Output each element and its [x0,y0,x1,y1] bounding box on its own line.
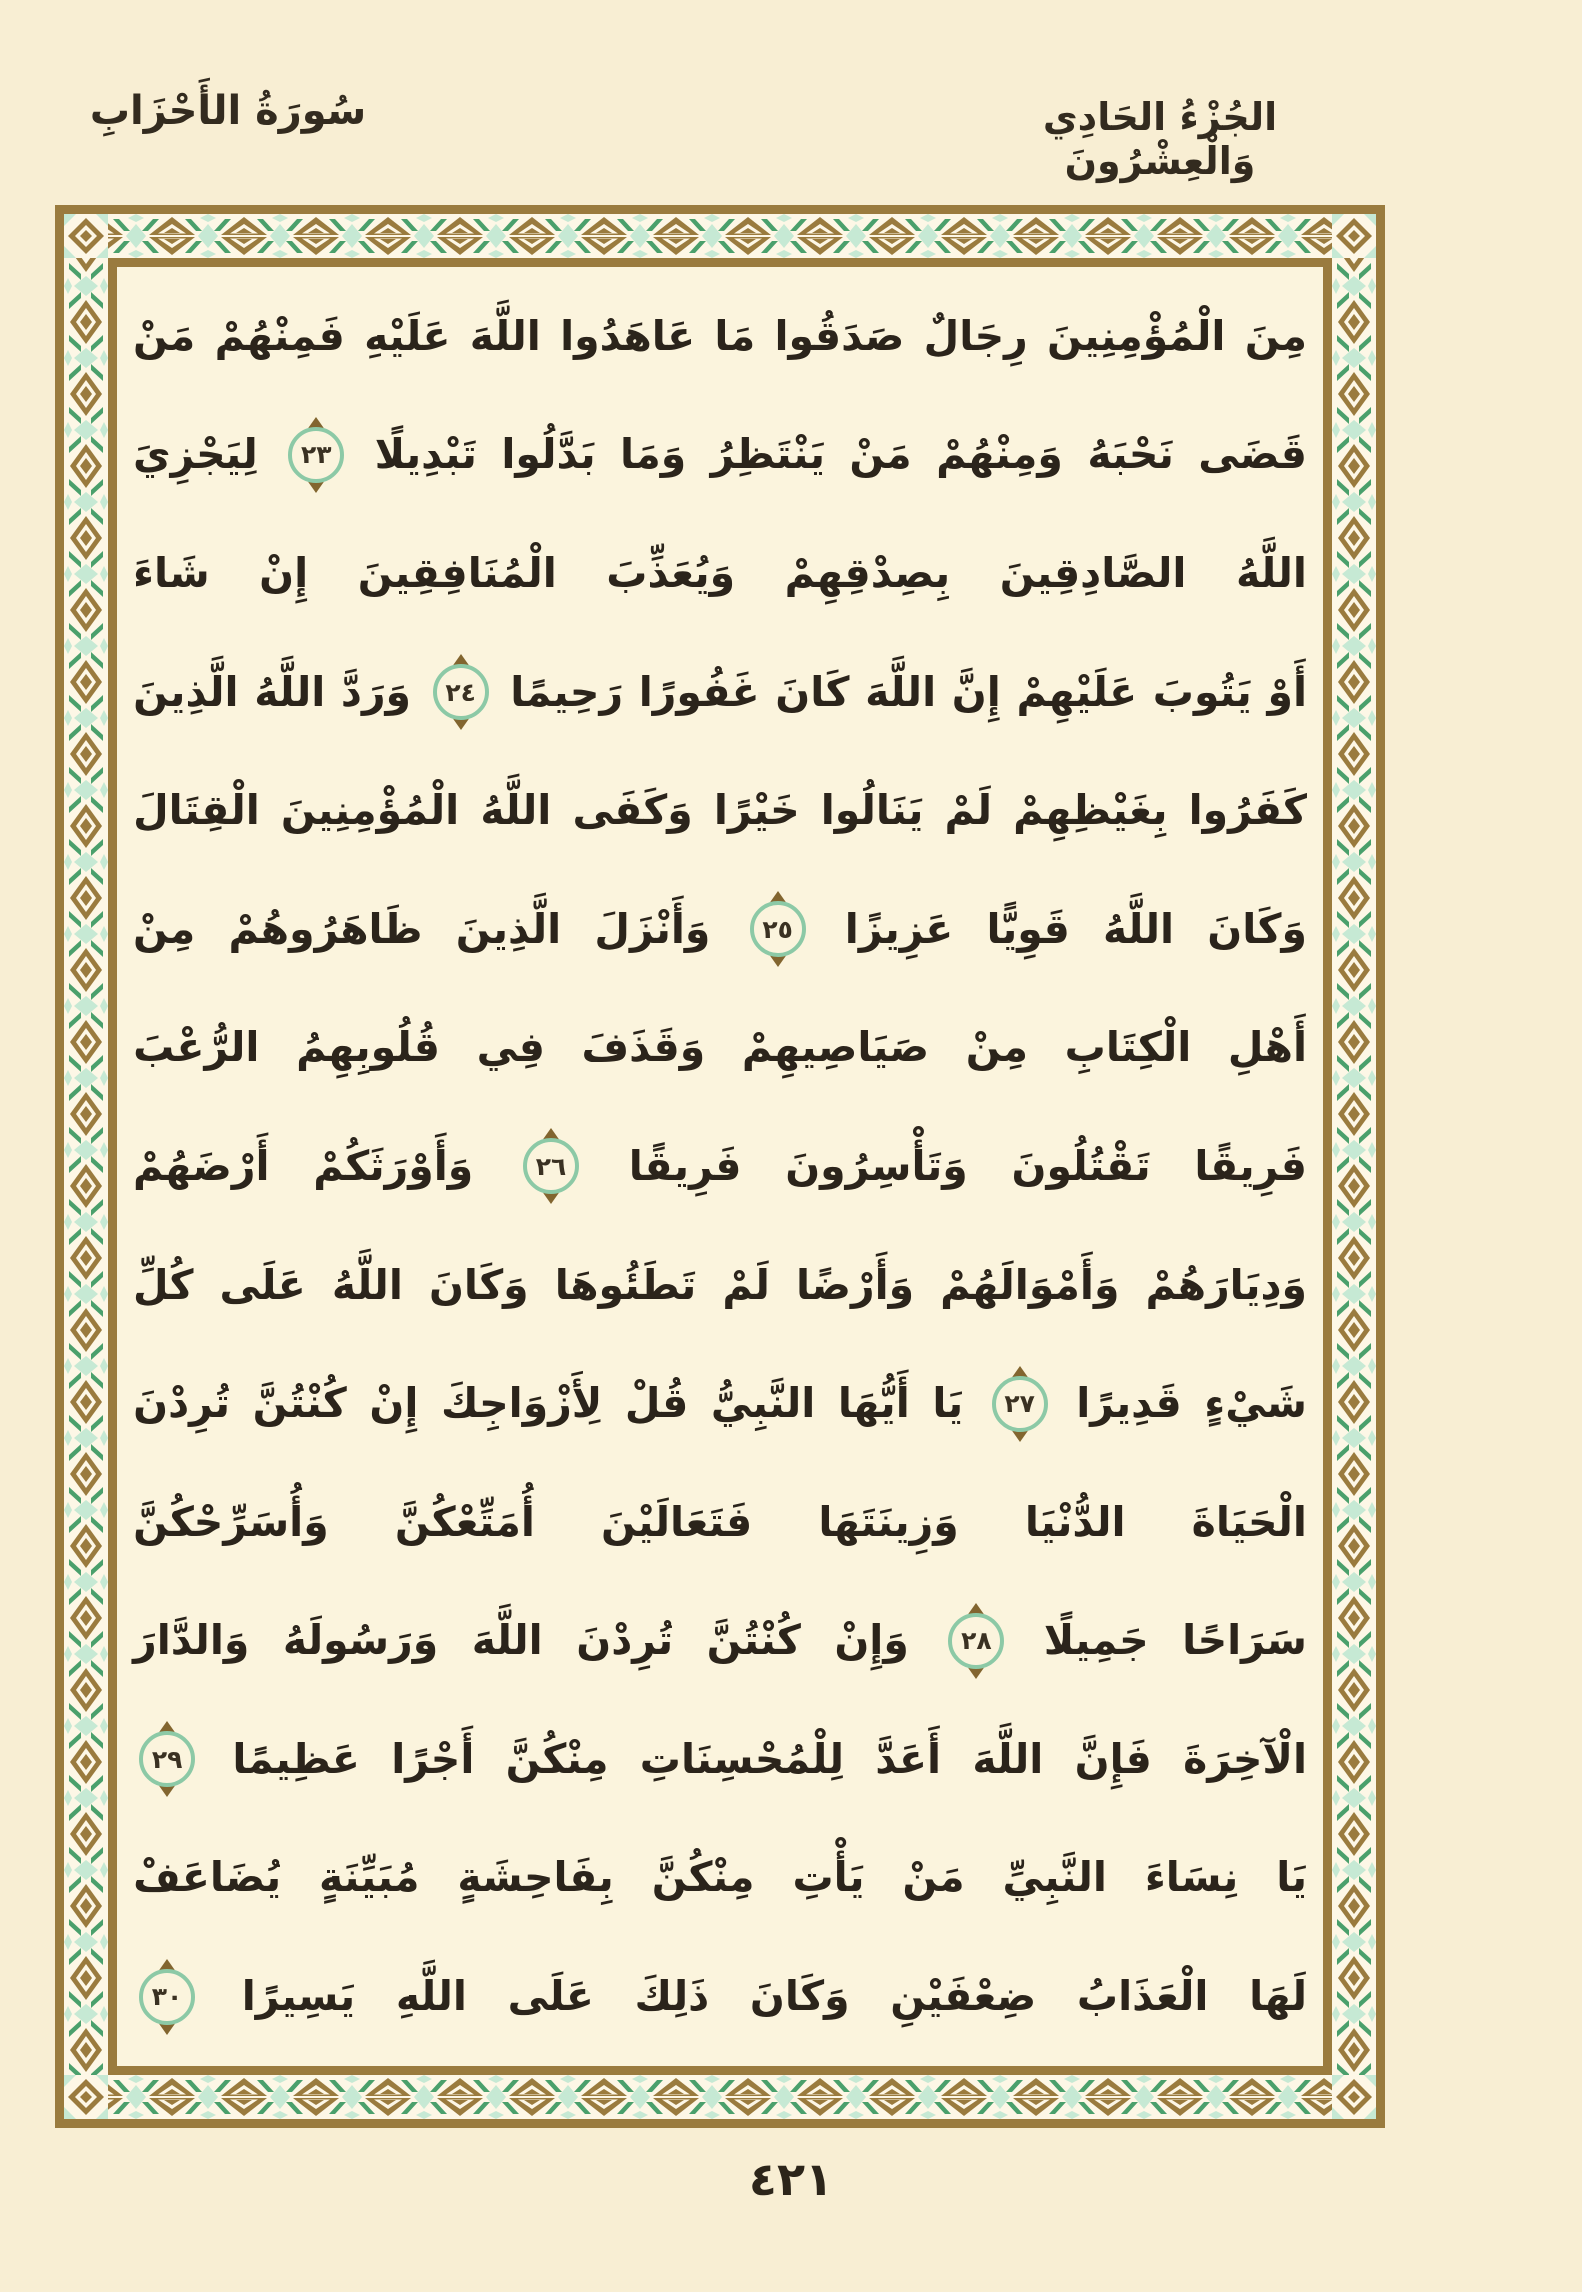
quran-word: وَأُسَرِّحْكُنَّ [133,1497,329,1546]
quran-word: الْمُؤْمِنِينَ [1047,311,1226,360]
quran-word: وَرَدَّ [340,667,412,716]
quran-word: اللَّهِ [395,1972,467,2021]
quran-word: كُلِّ [133,1260,194,1309]
quran-line [133,1344,1307,1463]
quran-word: تُرِدْنَ [133,1379,231,1428]
quran-word: بِصِدْقِهِمْ [784,548,951,597]
quran-word: ذَلِكَ [634,1972,710,2021]
quran-word: وَكَانَ [749,1972,850,2021]
quran-word: لِيَجْزِيَ [133,430,258,479]
quran-word: عَلَى [507,1972,594,2021]
verse-number: ٢٦ [535,1151,567,1181]
quran-word: مِنْكُنَّ [651,1853,755,1902]
quran-word: غَفُورًا [638,667,760,716]
border-pattern-right [1332,214,1376,2119]
verse-number-marker [288,417,344,493]
verse-number-ring [948,1613,1004,1669]
quran-word: قُلْ [624,1379,689,1428]
page-number: ٤٢١ [748,2152,834,2206]
quran-word: وَأَنْزَلَ [594,904,711,953]
quran-word: مَا [714,311,756,360]
quran-word: النَّبِيِّ [1002,1853,1107,1902]
quran-word: أَهْلِ [1227,1023,1307,1072]
quran-word: عَزِيزًا [844,904,954,953]
verse-number-marker [992,1366,1048,1442]
quran-word: وَإِنْ [834,1616,909,1665]
verse-number-marker [948,1603,1004,1679]
juz-title: الجُزْءُ الحَادِي وَالْعِشْرُونَ [1042,95,1278,183]
quran-line [133,1819,1307,1938]
quran-word: وَزِينَتَهَا [818,1497,959,1546]
quran-word: مَنْ [902,1853,965,1902]
verse-number: ٢٥ [762,914,793,944]
quran-word: ضِعْفَيْنِ [890,1972,1037,2021]
quran-word: شَاءَ [133,548,210,597]
quran-word: أَرْضَهُمْ [133,1141,270,1190]
quran-word: قَدِيرًا [1076,1379,1182,1428]
quran-word: وَمَا [620,430,687,479]
quran-word: بِفَاحِشَةٍ [457,1853,614,1902]
quran-word: كُنْتُنَّ [706,1616,801,1665]
quran-word: رِجَالٌ [923,311,1028,360]
quran-word: وَالدَّارَ [133,1616,250,1665]
quran-word: يَتُوبَ [1152,667,1252,716]
quran-word: الرُّعْبَ [133,1023,260,1072]
quran-word: تَقْتُلُونَ [1011,1141,1151,1190]
quran-word: قُلُوبِهِمُ [296,1023,440,1072]
quran-word: جَمِيلًا [1043,1616,1149,1665]
quran-word: رَحِيمًا [510,667,624,716]
quran-line [133,1700,1307,1819]
quran-word: مَنْ [133,311,196,360]
quran-word: وَمِنْهُمْ [936,430,1063,479]
quran-word: فَرِيقًا [628,1141,742,1190]
quran-word: عَلَيْهِ [364,311,451,360]
quran-word: قَضَى [1198,430,1307,479]
quran-word: خَيْرًا [713,786,800,835]
verse-number: ٢٩ [151,1744,183,1774]
quran-word: صَدَقُوا [774,311,905,360]
quran-word: اللَّهُ [331,1260,403,1309]
quran-word: شَيْءٍ [1204,1379,1307,1428]
quran-word: نَحْبَهُ [1087,430,1174,479]
quran-word: لَمْ [944,786,993,835]
quran-word: اللَّهُ [1103,904,1175,953]
frame-corner-ornament-icon [1332,214,1376,258]
verse-number-marker [139,1959,195,2035]
verse-number-ring [139,1731,195,1787]
verse-number-marker [139,1721,195,1797]
quran-word: اللَّهَ [469,311,541,360]
quran-word: وَدِيَارَهُمْ [1145,1260,1307,1309]
quran-word: كَانَ [775,667,850,716]
quran-word: أَيُّهَا [837,1379,910,1428]
quran-lines [133,277,1307,2056]
quran-line [133,514,1307,633]
quran-word: مَنْ [849,430,912,479]
quran-word: بَدَّلُوا [501,430,596,479]
verse-number: ٢٧ [1004,1389,1035,1419]
quran-word: يَنَالُوا [820,786,924,835]
verse-number: ٢٤ [445,677,476,707]
quran-word: فَرِيقًا [1194,1141,1307,1190]
verse-number: ٢٣ [300,440,332,470]
quran-word: لَهَا [1249,1972,1307,2021]
frame-corner-ornament-icon [64,2075,108,2119]
quran-word: لِأَزْوَاجِكَ [440,1379,603,1428]
quran-word: مِنْ [965,1023,1029,1072]
quran-word: تَبْدِيلًا [374,430,477,479]
quran-word: اللَّهُ [254,667,326,716]
quran-word: ظَاهَرُوهُمْ [228,904,423,953]
quran-word: وَيُعَذِّبَ [606,548,736,597]
verse-number-ring [750,901,806,957]
border-pattern-left [64,214,108,2119]
verse-number: ٣٠ [151,1982,183,2012]
quran-word: صَيَاصِيهِمْ [741,1023,930,1072]
quran-word: يُضَاعَفْ [133,1853,282,1902]
quran-word: تُرِدْنَ [576,1616,674,1665]
quran-word: وَأَوْرَثَكُمْ [313,1141,474,1190]
verse-number-marker [750,891,806,967]
quran-line [133,751,1307,870]
quran-line [133,1226,1307,1345]
quran-word: مِنَ [1244,311,1307,360]
quran-word: لَمْ [722,1260,770,1309]
quran-line [133,1107,1307,1226]
quran-word: الدُّنْيَا [1024,1497,1126,1546]
verse-number-marker [523,1128,579,1204]
quran-word: الْكِتَابِ [1064,1023,1192,1072]
quran-word: كُنْتُنَّ [252,1379,347,1428]
quran-word: وَرَسُولَهُ [282,1616,439,1665]
quran-word: نِسَاءَ [1144,1853,1239,1902]
quran-line [133,1937,1307,2056]
quran-text-area [108,258,1332,2075]
quran-word: قَوِيًّا [986,904,1070,953]
quran-word: فَتَعَالَيْنَ [601,1497,753,1546]
quran-word: عَلَى [219,1260,306,1309]
quran-word: الَّذِينَ [455,904,562,953]
quran-word: عَظِيمًا [232,1734,360,1783]
quran-word: مُبَيِّنَةٍ [319,1853,420,1902]
quran-word: وَكَفَى [572,786,693,835]
quran-word: أُمَتِّعْكُنَّ [394,1497,535,1546]
ornamental-frame [55,205,1385,2128]
quran-line [133,396,1307,515]
verse-number: ٢٨ [961,1626,992,1656]
verse-number-ring [992,1376,1048,1432]
quran-word: لِلْمُحْسِنَاتِ [639,1734,845,1783]
quran-word: سَرَاحًا [1182,1616,1307,1665]
quran-line [133,870,1307,989]
quran-word: مِنْكُنَّ [505,1734,609,1783]
quran-line [133,989,1307,1108]
quran-word: إِنْ [259,548,309,597]
quran-word: كَفَرُوا [1188,786,1307,835]
quran-word: يَأْتِ [792,1853,865,1902]
quran-word: فَإِنَّ [1074,1734,1152,1783]
quran-line [133,633,1307,752]
quran-word: وَأَرْضًا [795,1260,915,1309]
quran-word: عَاهَدُوا [560,311,696,360]
quran-word: وَأَمْوَالَهُمْ [940,1260,1120,1309]
quran-word: الصَّادِقِينَ [999,548,1187,597]
verse-number-ring [433,664,489,720]
frame-corner-ornament-icon [64,214,108,258]
quran-word: بِغَيْظِهِمْ [1013,786,1168,835]
quran-word: اللَّهَ [865,667,937,716]
quran-line [133,1582,1307,1701]
quran-word: يَا [932,1379,964,1428]
verse-number-ring [523,1138,579,1194]
quran-word: إِنْ [369,1379,419,1428]
quran-word: تَطَئُوهَا [554,1260,697,1309]
quran-word: اللَّهُ [1235,548,1307,597]
quran-word: اللَّهُ [480,786,552,835]
quran-word: وَقَذَفَ [581,1023,706,1072]
border-pattern-top [64,214,1376,258]
quran-word: وَتَأْسِرُونَ [785,1141,968,1190]
quran-word: أَجْرًا [391,1734,475,1783]
quran-word: اللَّهَ [972,1734,1044,1783]
quran-word: الْمُنَافِقِينَ [357,548,557,597]
quran-word: يَا [1276,1853,1307,1902]
quran-word: الْعَذَابُ [1076,1972,1209,2021]
quran-word: وَكَانَ [1207,904,1307,953]
border-pattern-bottom [64,2075,1376,2119]
quran-word: اللَّهَ [471,1616,543,1665]
quran-word: إِنَّ [951,667,1001,716]
frame-corner-ornament-icon [1332,2075,1376,2119]
quran-word: أَعَدَّ [875,1734,942,1783]
quran-word: الَّذِينَ [133,667,239,716]
quran-line [133,277,1307,396]
surah-title: سُورَةُ الأَحْزَابِ [89,88,367,134]
quran-word: عَلَيْهِمْ [1016,667,1138,716]
verse-number-ring [288,427,344,483]
quran-word: فِي [476,1023,545,1072]
quran-line [133,1463,1307,1582]
quran-word: الْآخِرَةَ [1183,1734,1307,1783]
quran-word: الْمُؤْمِنِينَ [280,786,460,835]
verse-number-ring [139,1969,195,2025]
quran-word: الْقِتَالَ [133,786,260,835]
quran-word: أَوْ [1267,667,1307,716]
quran-word: مِنْ [133,904,196,953]
quran-word: النَّبِيُّ [710,1379,816,1428]
quran-word: يَسِيرًا [241,1972,356,2021]
quran-word: فَمِنْهُمْ [214,311,345,360]
quran-word: الْحَيَاةَ [1191,1497,1307,1546]
quran-word: يَنْتَظِرُ [710,430,825,479]
verse-number-marker [433,654,489,730]
quran-word: وَكَانَ [428,1260,529,1309]
